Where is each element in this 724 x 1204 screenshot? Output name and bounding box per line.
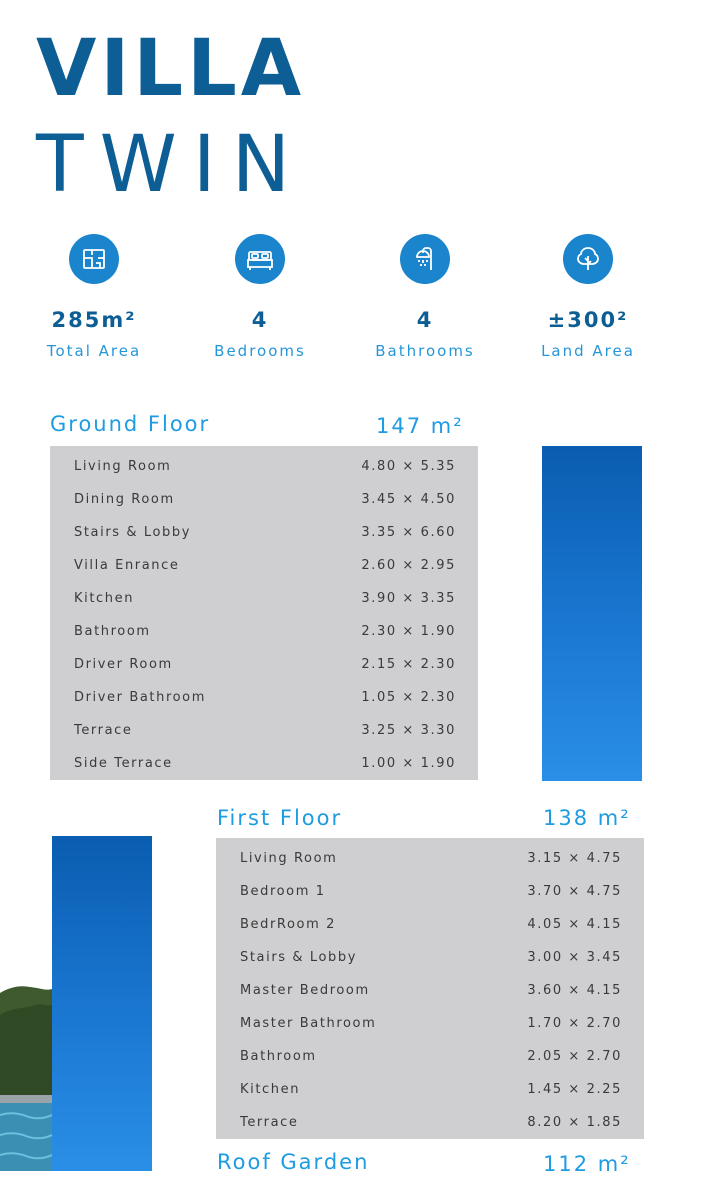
room-name: Stairs & Lobby <box>74 525 192 540</box>
room-dims: 4.05 × 4.15 <box>527 917 622 932</box>
room-dims: 3.70 × 4.75 <box>527 884 622 899</box>
first-floor-title: First Floor <box>217 806 343 830</box>
room-dims: 1.05 × 2.30 <box>361 690 456 705</box>
room-name: Kitchen <box>74 591 135 606</box>
room-name: Driver Room <box>74 657 173 672</box>
table-row <box>50 549 478 582</box>
room-dims: 2.05 × 2.70 <box>527 1049 622 1064</box>
table-row <box>50 681 478 714</box>
table-row <box>50 714 478 747</box>
pool-garden-photo <box>0 985 52 1171</box>
room-dims: 8.20 × 1.85 <box>527 1115 622 1130</box>
room-name: Terrace <box>74 723 133 738</box>
room-dims: 3.25 × 3.30 <box>361 723 456 738</box>
room-name: Stairs & Lobby <box>240 950 358 965</box>
stat-bedrooms <box>180 234 340 360</box>
room-dims: 1.70 × 2.70 <box>527 1016 622 1031</box>
table-row <box>50 582 478 615</box>
bed-icon <box>235 234 285 284</box>
room-name: Master Bathroom <box>240 1016 377 1031</box>
room-name: Living Room <box>240 851 338 866</box>
table-row <box>50 483 478 516</box>
table-row <box>216 875 644 908</box>
room-name: Terrace <box>240 1115 299 1130</box>
room-dims: 3.45 × 4.50 <box>361 492 456 507</box>
table-row <box>50 747 478 780</box>
stat-land-area <box>508 234 668 360</box>
room-dims: 3.90 × 3.35 <box>361 591 456 606</box>
room-name: Driver Bathroom <box>74 690 206 705</box>
table-row <box>216 842 644 875</box>
room-name: Villa Enrance <box>74 558 180 573</box>
tree-icon <box>563 234 613 284</box>
first-floor-color-bar <box>52 836 152 1171</box>
room-name: Kitchen <box>240 1082 301 1097</box>
first-floor-table <box>216 838 644 1139</box>
room-name: Bathroom <box>74 624 151 639</box>
table-row <box>216 1106 644 1139</box>
ground-floor-table <box>50 446 478 780</box>
room-dims: 3.35 × 6.60 <box>361 525 456 540</box>
land-area-label: Land Area <box>541 342 635 360</box>
room-dims: 2.15 × 2.30 <box>361 657 456 672</box>
room-dims: 1.45 × 2.25 <box>527 1082 622 1097</box>
room-name: Master Bedroom <box>240 983 370 998</box>
room-dims: 1.00 × 1.90 <box>361 756 456 771</box>
total-area-value: 285m² <box>51 308 137 332</box>
roof-garden-title: Roof Garden <box>217 1150 370 1174</box>
table-row <box>50 648 478 681</box>
table-row <box>216 941 644 974</box>
total-area-label: Total Area <box>46 342 142 360</box>
table-row <box>216 908 644 941</box>
shower-icon <box>400 234 450 284</box>
table-row <box>50 516 478 549</box>
room-name: Bedroom 1 <box>240 884 326 899</box>
table-row <box>50 450 478 483</box>
stat-total-area <box>14 234 174 360</box>
room-dims: 3.60 × 4.15 <box>527 983 622 998</box>
ground-floor-color-bar <box>542 446 642 781</box>
floor-plan-icon <box>69 234 119 284</box>
room-name: Bathroom <box>240 1049 317 1064</box>
bathrooms-value: 4 <box>416 308 434 332</box>
bedrooms-value: 4 <box>251 308 269 332</box>
bathrooms-label: Bathrooms <box>375 342 475 360</box>
table-row <box>216 974 644 1007</box>
room-name: Dining Room <box>74 492 175 507</box>
table-row <box>216 1073 644 1106</box>
room-name: Living Room <box>74 459 172 474</box>
ground-floor-title: Ground Floor <box>50 412 211 436</box>
roof-garden-area: 112 m² <box>543 1152 631 1176</box>
bedrooms-label: Bedrooms <box>214 342 306 360</box>
villa-title-line2: TWIN <box>36 120 307 210</box>
first-floor-area: 138 m² <box>543 806 631 830</box>
stat-bathrooms <box>345 234 505 360</box>
table-row <box>50 615 478 648</box>
villa-title-line1: VILLA <box>36 24 306 114</box>
room-dims: 4.80 × 5.35 <box>361 459 456 474</box>
ground-floor-area: 147 m² <box>376 414 464 438</box>
room-name: Side Terrace <box>74 756 173 771</box>
room-dims: 3.00 × 3.45 <box>527 950 622 965</box>
table-row <box>216 1007 644 1040</box>
room-dims: 2.30 × 1.90 <box>361 624 456 639</box>
room-dims: 3.15 × 4.75 <box>527 851 622 866</box>
land-area-value: ±300² <box>547 308 629 332</box>
table-row <box>216 1040 644 1073</box>
room-name: BedrRoom 2 <box>240 917 336 932</box>
room-dims: 2.60 × 2.95 <box>361 558 456 573</box>
